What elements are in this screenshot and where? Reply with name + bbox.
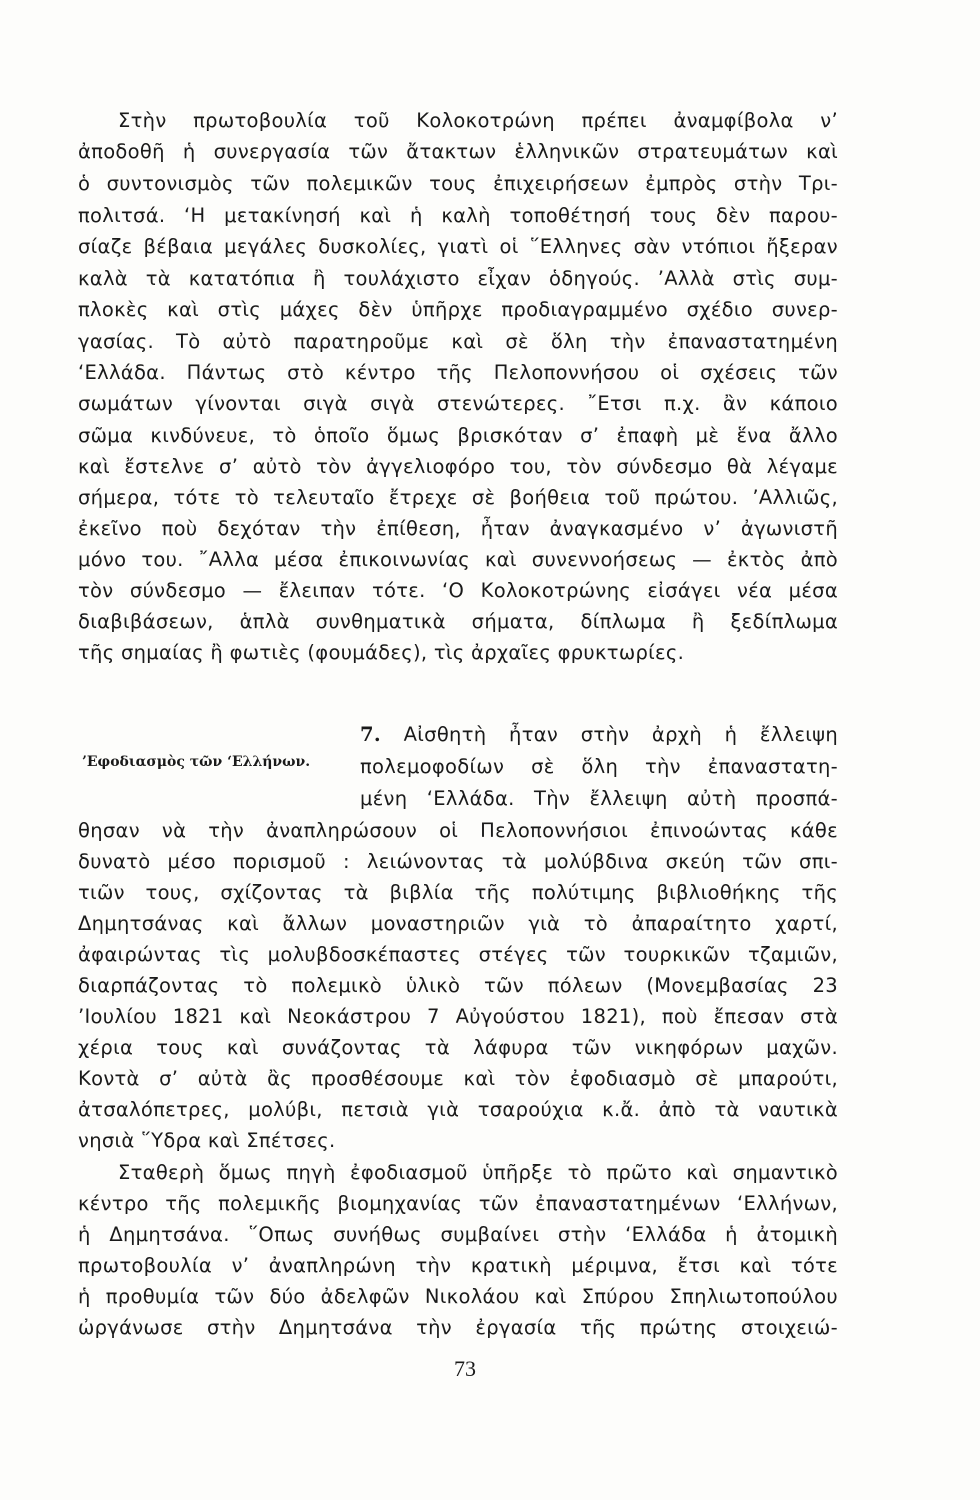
paragraph-1-line: τὸν σύνδεσμο — ἔλειπαν τότε. ‘Ο Κολοκοτρώνης εἰσάγει νέα μέσα [78,579,838,602]
paragraph-1-line: πλοκὲς καὶ στὶς μάχες δὲν ὑπῆρχε προδιαγραμμένο σχέδιο συνερ- [78,298,838,321]
paragraph-3-line: ὠργάνωσε στὴν Δημητσάνα τὴν ἐργασία τῆς πρώτης στοιχειώ- [78,1316,838,1339]
paragraph-3-line: Σταθερὴ ὅμως πηγὴ ἐφοδιασμοῦ ὑπῆρξε τὸ πρῶτο καὶ σημαντικὸ [118,1161,838,1184]
section-head-line [360,720,838,750]
section-body-line: νησιὰ ῞Υδρα καὶ Σπέτσες. [78,1129,336,1152]
section-body-line: Κοντὰ σ’ αὐτὰ ἂς προσθέσουμε καὶ τὸν ἐφοδιασμὸ σὲ μπαρούτι, [78,1067,838,1090]
paragraph-3-line: κέντρο τῆς πολεμικῆς βιομηχανίας τῶν ἐπαναστατημένων ‘Ελλήνων, [78,1192,838,1215]
section-body-line: ἀτσαλόπετρες, μολύβι, πετσιὰ γιὰ τσαρούχια κ.ἄ. ἀπὸ τὰ ναυτικὰ [78,1098,838,1121]
section-side-note: ’Εφοδιασμὸς τῶν ‘Ελλήνων. [82,754,311,770]
section-body-line: διαρπάζοντας τὸ πολεμικὸ ὑλικὸ τῶν πόλεων (Μονεμβασίας 23 [78,974,838,997]
section-body-line: χέρια τους καὶ συνάζοντας τὰ λάφυρα τῶν νικηφόρων μαχῶν. [78,1036,838,1059]
paragraph-3-line: ἡ προθυμία τῶν δύο ἀδελφῶν Νικολάου καὶ Σπύρου Σπηλιωτοπούλου [78,1285,838,1308]
paragraph-1-line: γασίας. Τὸ αὐτὸ παρατηροῦμε καὶ σὲ ὅλη τὴν ἐπαναστατημένη [78,330,838,353]
section-head-line: μένη ‘Ελλάδα. Τὴν ἔλλειψη αὐτὴ προσπά- [360,787,838,810]
paragraph-1-line: ‘Ελλάδα. Πάντως στὸ κέντρο τῆς Πελοποννήσου οἱ σχέσεις τῶν [78,361,838,384]
paragraph-1-line: καλὰ τὰ κατατόπια ἢ τουλάχιστο εἶχαν ὁδηγούς. ’Αλλὰ στὶς συμ- [78,267,838,290]
paragraph-3-line: πρωτοβουλία ν’ ἀναπληρώνη τὴν κρατικὴ μέριμνα, ἔτσι καὶ τότε [78,1254,838,1277]
paragraph-1-line: διαβιβάσεων, ἁπλὰ συνθηματικὰ σήματα, δίπλωμα ἢ ξεδίπλωμα [78,610,838,633]
page-number: 73 [454,1356,476,1381]
section-body-line: τιῶν τους, σχίζοντας τὰ βιβλία τῆς πολύτιμης βιβλιοθήκης τῆς [78,881,838,904]
paragraph-1-line: ὁ συντονισμὸς τῶν πολεμικῶν τους ἐπιχειρήσεων ἐμπρὸς στὴν Τρι- [78,172,838,195]
paragraph-1-line: σωμάτων γίνονται σιγὰ σιγὰ στενώτερες. ῎Ετσι π.χ. ἂν κάποιο [78,392,838,415]
section-body-line: ἀφαιρώντας τὶς μολυβδοσκέπαστες στέγες τῶν τουρκικῶν τζαμιῶν, [78,943,838,966]
paragraph-3-line: ἡ Δημητσάνα. ῞Οπως συνήθως συμβαίνει στὴν ‘Ελλάδα ἡ ἀτομικὴ [78,1223,838,1246]
paragraph-1-line: ἀποδοθῆ ἡ συνεργασία τῶν ἄτακτων ἑλληνικῶν στρατευμάτων καὶ [78,140,838,163]
paragraph-1-line: Στὴν πρωτοβουλία τοῦ Κολοκοτρώνη πρέπει ἀναμφίβολα ν’ [118,109,838,132]
section-body-line: θησαν νὰ τὴν ἀναπληρώσουν οἱ Πελοποννήσιοι ἐπινοώντας κάθε [78,819,838,842]
paragraph-1-line: σήμερα, τότε τὸ τελευταῖο ἔτρεχε σὲ βοήθεια τοῦ πρώτου. ’Αλλιῶς, [78,486,838,509]
section-number: 7. [360,723,381,746]
paragraph-1-line: καὶ ἔστελνε σ’ αὐτὸ τὸν ἀγγελιοφόρο του, τὸν σύνδεσμο θὰ λέγαμε [78,455,838,478]
section-head-line: πολεμοφοδίων σὲ ὅλη τὴν ἐπαναστατη- [360,755,838,778]
section-body-line: Δημητσάνας καὶ ἄλλων μοναστηριῶν γιὰ τὸ ἀπαραίτητο χαρτί, [78,912,838,935]
section-head-text: Αἰσθητὴ ἦταν στὴν ἀρχὴ ἡ ἔλλειψη [403,723,839,746]
paragraph-1-line: πολιτσά. ‘Η μετακίνησή καὶ ἡ καλὴ τοποθέτησή τους δὲν παρου- [78,204,838,227]
paragraph-1-line: μόνο του. ῎Αλλα μέσα ἐπικοινωνίας καὶ συνεννοήσεως — ἐκτὸς ἀπὸ [78,548,838,571]
paragraph-1-line: τῆς σημαίας ἢ φωτιὲς (φουμάδες), τὶς ἀρχαῖες φρυκτωρίες. [78,641,685,664]
paragraph-1-line: σῶμα κινδύνευε, τὸ ὁποῖο ὅμως βρισκόταν σ’ ἐπαφὴ μὲ ἕνα ἄλλο [78,424,838,447]
section-body-line: ’Ιουλίου 1821 καὶ Νεοκάστρου 7 Αὐγούστου 1821), ποὺ ἔπεσαν στὰ [78,1005,838,1028]
paragraph-1-line: ἐκεῖνο ποὺ δεχόταν τὴν ἐπίθεση, ἦταν ἀναγκασμένο ν’ ἀγωνιστῆ [78,517,838,540]
section-body-line: δυνατὸ μέσο πορισμοῦ : λειώνοντας τὰ μολύβδινα σκεύη τῶν σπι- [78,850,838,873]
paragraph-1-line: σίαζε βέβαια μεγάλες δυσκολίες, γιατὶ οἱ ῞Ελληνες σὰν ντόπιοι ἤξεραν [78,235,838,258]
